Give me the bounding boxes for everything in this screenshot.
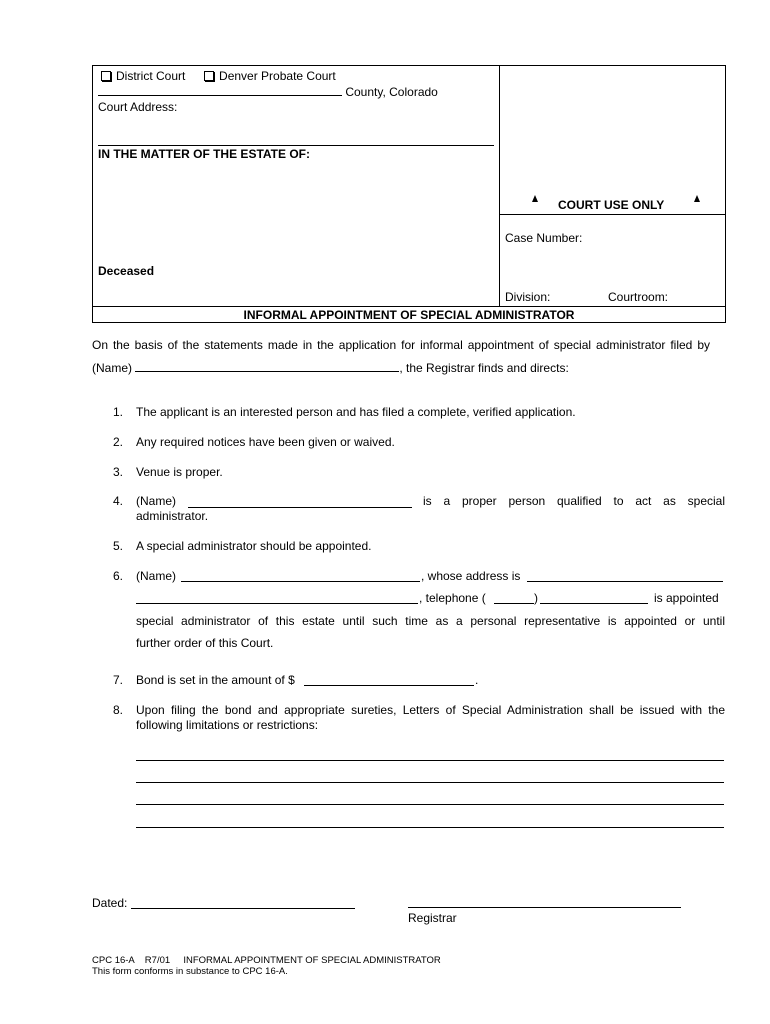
telephone-blank[interactable] — [540, 603, 648, 604]
item-6-text-line-3: special administrator of this estate until such time as a personal representative is appointed or until — [136, 614, 725, 628]
item-8-text-line-1: Upon filing the bond and appropriate sureties, Letters of Special Administration shall be issued with the — [136, 703, 725, 717]
item-text: Venue is proper. — [136, 465, 223, 479]
item-7-period: . — [475, 673, 479, 687]
court-use-only-label: COURT USE ONLY — [558, 198, 665, 212]
court-use-divider — [499, 214, 726, 215]
denver-probate-court-label: Denver Probate Court — [219, 69, 336, 83]
telephone-label: , telephone ( — [419, 591, 486, 605]
area-code-blank[interactable] — [494, 603, 534, 604]
restrictions-line[interactable] — [136, 760, 724, 761]
county-label: County, Colorado — [345, 85, 438, 99]
form-id-footer: CPC 16-A R7/01 INFORMAL APPOINTMENT OF SPECIAL ADMINISTRATOR — [92, 955, 441, 966]
item-number: 5. — [113, 539, 124, 553]
item-number: 7. — [113, 673, 124, 687]
intro-name-label: (Name) — [92, 361, 133, 375]
special-administrator-name-blank[interactable] — [188, 507, 412, 508]
applicant-name-blank[interactable] — [135, 360, 399, 372]
deceased-label: Deceased — [98, 264, 155, 278]
registrar-signature-line[interactable] — [408, 907, 681, 908]
item-number: 2. — [113, 435, 124, 449]
item-number: 3. — [113, 465, 124, 479]
intro-line-2 — [92, 360, 569, 375]
county-blank[interactable] — [98, 84, 342, 96]
administrator-name-blank[interactable] — [181, 581, 420, 582]
registrar-label: Registrar — [408, 911, 457, 925]
bond-amount-blank[interactable] — [304, 685, 474, 686]
caption-vertical-divider — [499, 66, 500, 306]
court-type-row — [101, 69, 336, 83]
intro-line-1: On the basis of the statements made in the application for informal appointment of special administrator filed by — [92, 338, 710, 352]
restrictions-line[interactable] — [136, 827, 724, 828]
date-blank[interactable] — [131, 908, 355, 909]
address-blank[interactable] — [527, 581, 723, 582]
item-number: 8. — [113, 703, 124, 717]
intro-line-2-end: , the Registrar finds and directs: — [399, 361, 569, 375]
court-address-label: Court Address: — [98, 100, 178, 114]
up-arrow-icon — [694, 195, 700, 202]
restrictions-line[interactable] — [136, 804, 724, 805]
item-4-text-line-2: administrator. — [136, 509, 209, 523]
item-text: Any required notices have been given or waived. — [136, 435, 395, 449]
item-text: A special administrator should be appointed. — [136, 539, 372, 553]
estate-matter-heading: IN THE MATTER OF THE ESTATE OF: — [98, 147, 310, 161]
district-court-label: District Court — [116, 69, 186, 83]
item-6-name-label: (Name) — [136, 569, 177, 583]
item-number: 1. — [113, 405, 124, 419]
item-number: 4. — [113, 494, 124, 508]
item-text: The applicant is an interested person and has filed a complete, verified application. — [136, 405, 576, 419]
item-6-text-line-4: further order of this Court. — [136, 636, 274, 650]
item-number: 6. — [113, 569, 124, 583]
courtroom-label: Courtroom: — [608, 290, 669, 304]
denver-probate-court-checkbox[interactable] — [204, 71, 214, 81]
district-court-checkbox[interactable] — [101, 71, 111, 81]
title-divider — [93, 306, 725, 307]
county-row — [98, 84, 438, 99]
item-text: Bond is set in the amount of $ — [136, 673, 295, 687]
is-appointed-label: is appointed — [654, 591, 719, 605]
division-label: Division: — [505, 290, 551, 304]
dated-label: Dated: — [92, 896, 128, 910]
court-address-line[interactable] — [98, 145, 494, 146]
item-4-name-label: (Name) — [136, 494, 177, 508]
form-title: INFORMAL APPOINTMENT OF SPECIAL ADMINISTRATOR — [243, 308, 575, 322]
item-8-text-line-2: following limitations or restrictions: — [136, 718, 319, 732]
item-6-address-label: , whose address is — [421, 569, 521, 583]
telephone-close-paren: ) — [534, 591, 538, 605]
item-4-text: is a proper person qualified to act as special — [423, 494, 725, 508]
up-arrow-icon — [532, 195, 538, 202]
form-conformance-note: This form conforms in substance to CPC 16-A. — [92, 966, 288, 977]
case-number-label: Case Number: — [505, 231, 583, 245]
address-line-2-blank[interactable] — [136, 603, 418, 604]
caption-box — [92, 65, 726, 323]
restrictions-line[interactable] — [136, 782, 724, 783]
